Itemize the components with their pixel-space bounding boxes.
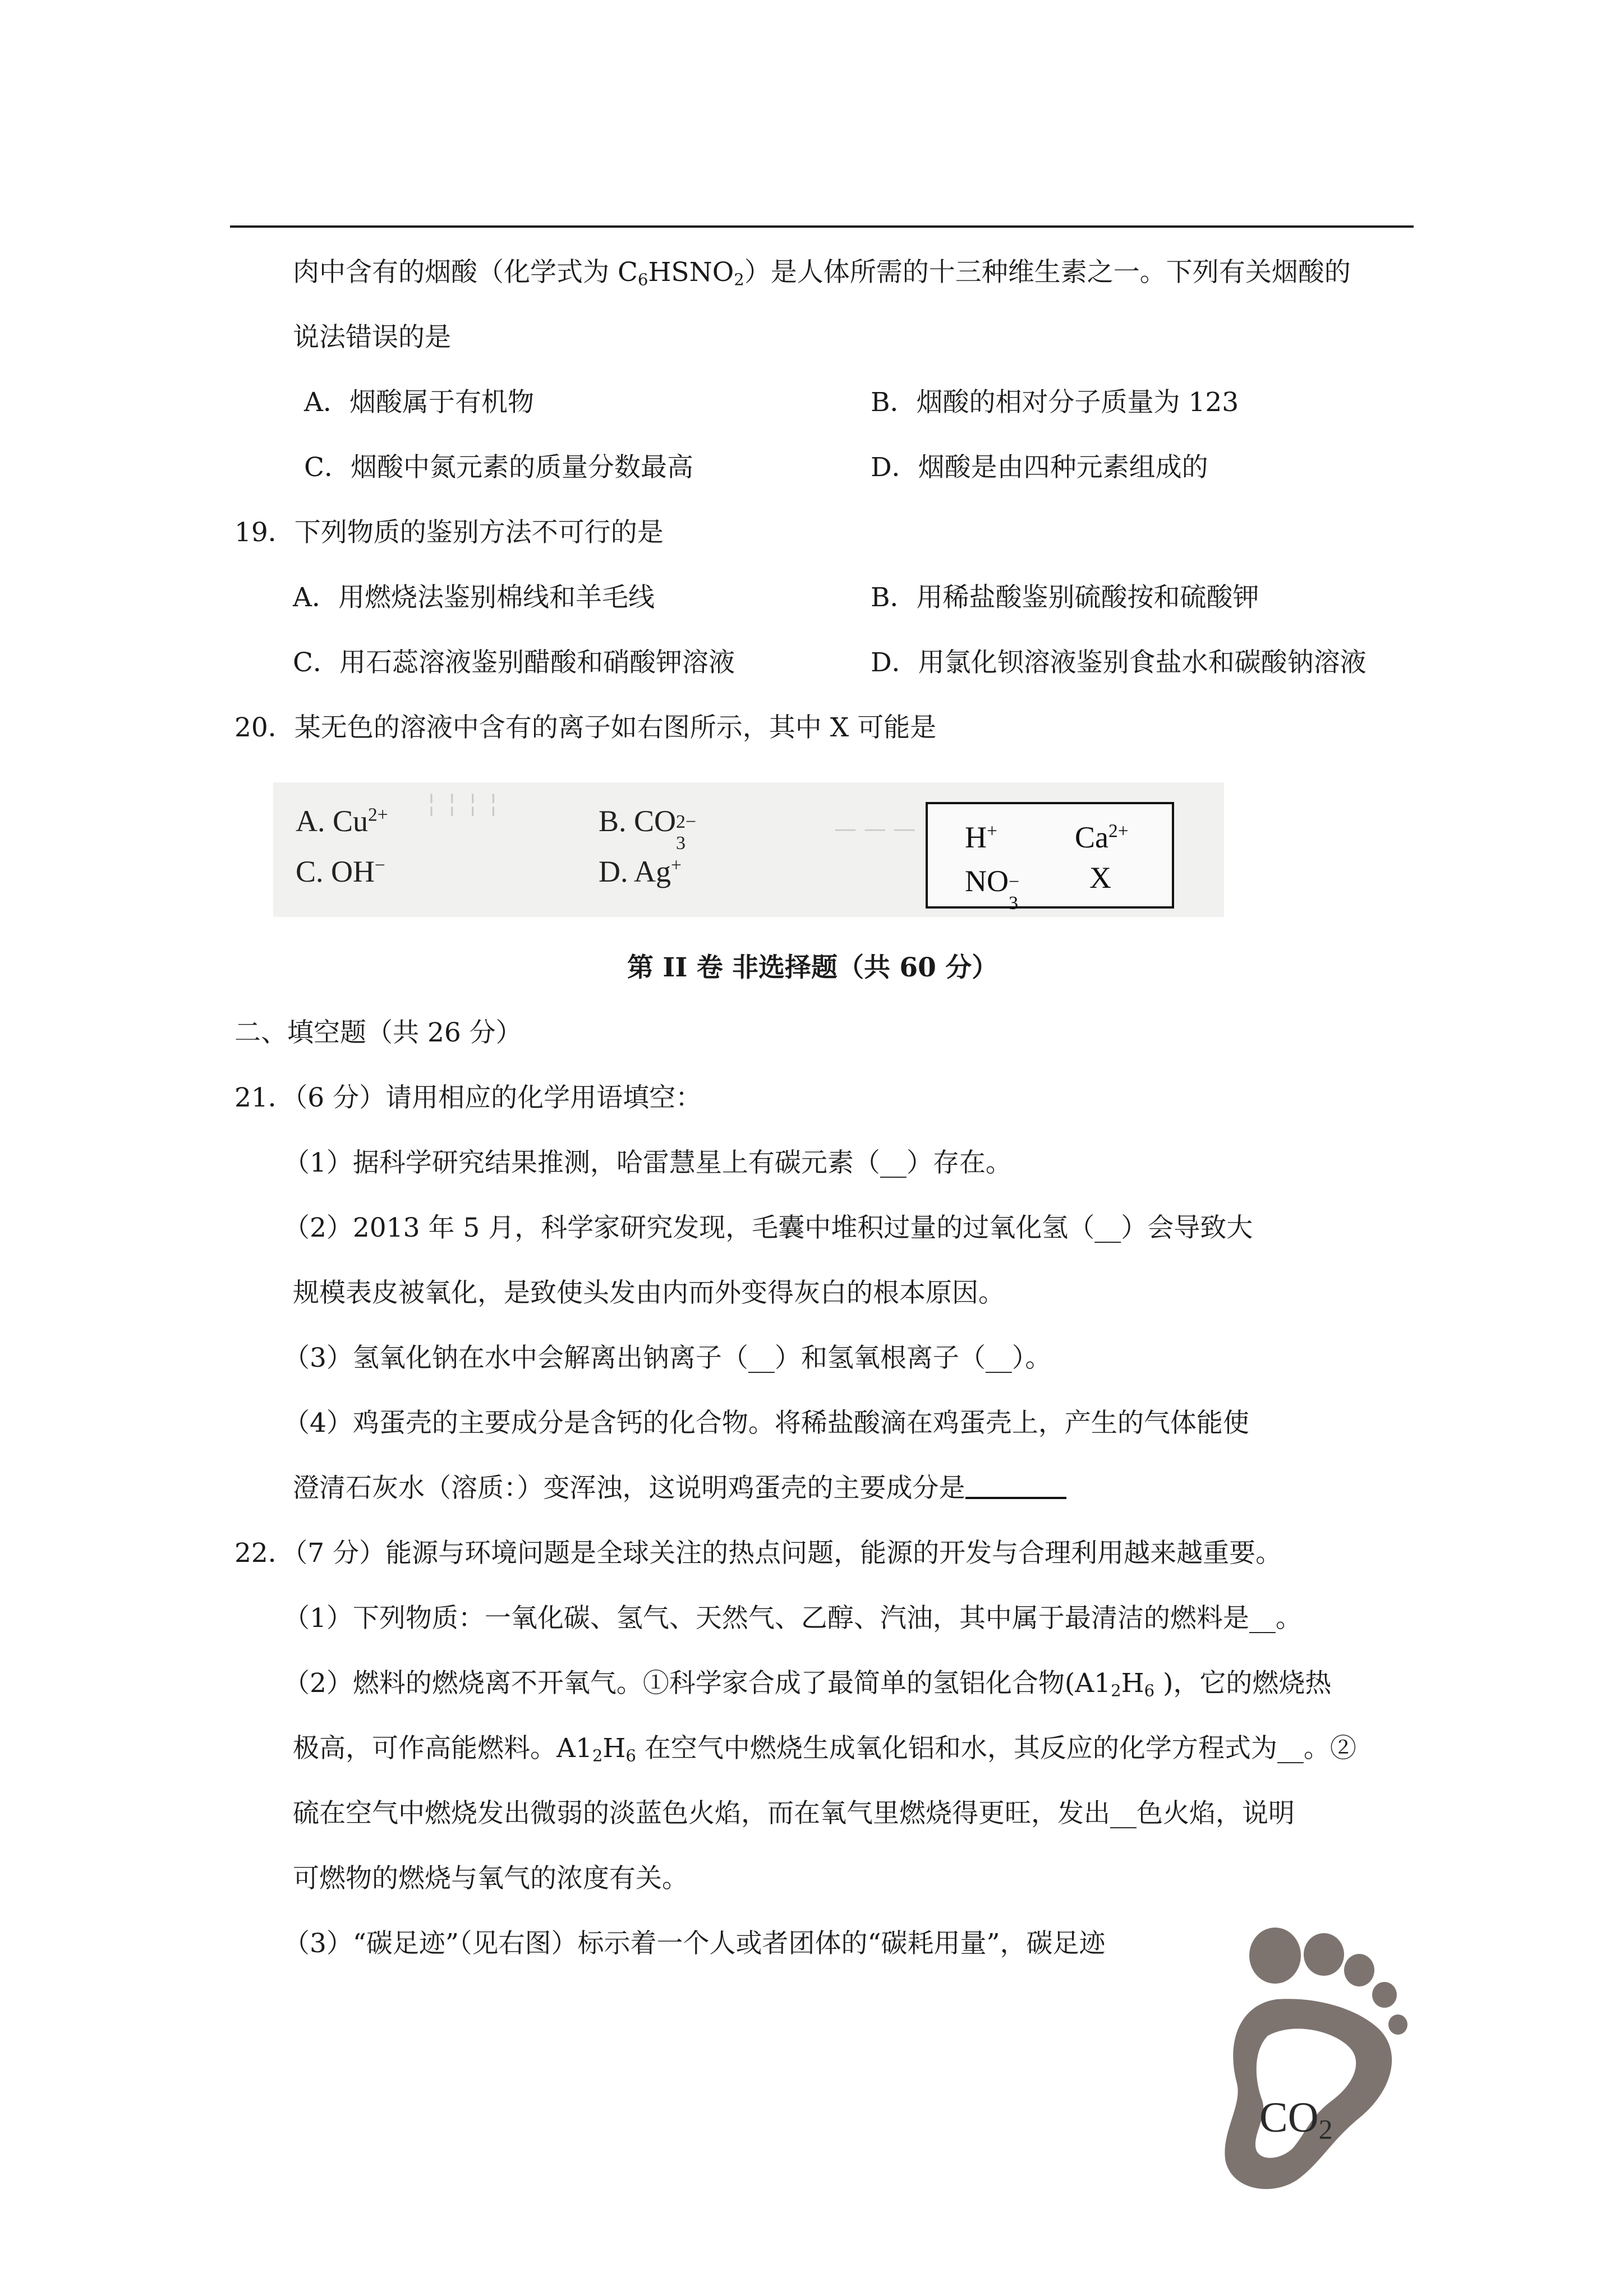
- q22-sub1: （1）下列物质：一氧化碳、氢气、天然气、乙醇、汽油，其中属于最清洁的燃料是__。: [283, 1603, 1302, 1634]
- q19-option-d: D．用氯化钡溶液鉴别食盐水和碳酸钠溶液: [871, 647, 1367, 678]
- scan-ghost-lines: — — —: [834, 816, 916, 842]
- q19-option-c: C．用石蕊溶液鉴别醋酸和硝酸钾溶液: [293, 647, 735, 678]
- q22-sub2-line4: 可燃物的燃烧与氧气的浓度有关。: [293, 1863, 688, 1894]
- ion-ca: $Ca^{2+}$: [1075, 820, 1129, 854]
- q22-sub2-line3: 硫在空气中燃烧发出微弱的淡蓝色火焰，而在氧气里燃烧得更旺，发出__色火焰，说明: [293, 1798, 1295, 1829]
- q19-option-b: B．用稀盐酸鉴别硫酸按和硫酸钾: [871, 582, 1259, 613]
- q22-sub3: （3）“碳足迹”（见右图）标示着一个人或者团体的“碳耗用量”，碳足迹: [283, 1928, 1106, 1959]
- q18-option-a: A．烟酸属于有机物: [304, 387, 534, 418]
- carbon-footprint-figure: [1209, 1915, 1411, 2196]
- q21-sub2-line2: 规模表皮被氧化，是致使头发由内而外变得灰白的根本原因。: [293, 1278, 1005, 1308]
- ion-h: H+: [965, 820, 997, 854]
- q20-option-d: D. Ag+: [599, 855, 682, 888]
- q22-stem: 22．（7 分）能源与环境问题是全球关注的热点问题，能源的开发与合理利用越来越重要。: [234, 1538, 1282, 1569]
- q20-option-a: A. $Cu^{2+}$: [296, 804, 388, 838]
- q21-stem: 21．（6 分）请用相应的化学用语填空：: [234, 1082, 702, 1113]
- footprint-icon: [1209, 1915, 1411, 2196]
- q18-stem-line2: 说法错误的是: [293, 322, 451, 353]
- q21-sub4-line1: （4）鸡蛋壳的主要成分是含钙的化合物。将稀盐酸滴在鸡蛋壳上，产生的气体能使: [283, 1408, 1249, 1439]
- ion-x: X: [1089, 861, 1111, 895]
- q20-option-b: B. CO 2− 3: [599, 804, 697, 854]
- q18-stem-line1: 肉中含有的烟酸（化学式为 $C_6HSNO_2$）是人体所需的十三种维生素之一。下列有关烟酸的: [293, 257, 1351, 289]
- ion-box: [926, 802, 1174, 914]
- section-2-title: 第 II 卷 非选择题（共 60 分）: [627, 952, 999, 983]
- part-2-header: 二、填空题（共 26 分）: [234, 1017, 522, 1048]
- q19-option-a: A．用燃烧法鉴别棉线和羊毛线: [293, 582, 655, 613]
- q18-option-b: B．烟酸的相对分子质量为 123: [871, 387, 1239, 418]
- answer-blank: [965, 1474, 1066, 1499]
- q21-sub2-line1: （2）2013 年 5 月，科学家研究发现，毛囊中堆积过量的过氧化氢（__）会导致大: [283, 1212, 1253, 1243]
- header-rule: [230, 225, 1414, 228]
- q22-sub2-line1: （2）燃料的燃烧离不开氧气。①科学家合成了最简单的氢铝化合物($A1_2H_6$ )，它的燃烧热: [283, 1668, 1332, 1700]
- q19-stem: 19．下列物质的鉴别方法不可行的是: [234, 517, 664, 548]
- footprint-label: $CO_2$: [1259, 2094, 1333, 2145]
- q18-option-d: D．烟酸是由四种元素组成的: [871, 452, 1208, 483]
- scan-ghost-grid: ╎ ╎ ╎ ╎: [425, 792, 500, 818]
- q21-sub4-line2: 澄清石灰水（溶质：）变浑浊，这说明鸡蛋壳的主要成分是: [293, 1472, 1066, 1505]
- q20-option-c: C. OH−: [296, 855, 385, 888]
- ion-no3: NO − 3: [965, 864, 1020, 914]
- q22-sub2-line2: 极高，可作高能燃料。$A1_2H_6$ 在空气中燃烧生成氧化铝和水，其反应的化学方程式为__。②: [293, 1733, 1356, 1765]
- q18-option-c: C．烟酸中氮元素的质量分数最高: [304, 452, 693, 483]
- q21-sub3: （3）氢氧化钠在水中会解离出钠离子（__）和氢氧根离子（__）。: [283, 1343, 1052, 1373]
- q21-sub1: （1）据科学研究结果推测，哈雷慧星上有碳元素（__）存在。: [283, 1147, 1012, 1178]
- q20-stem: 20．某无色的溶液中含有的离子如右图所示，其中 X 可能是: [234, 712, 937, 743]
